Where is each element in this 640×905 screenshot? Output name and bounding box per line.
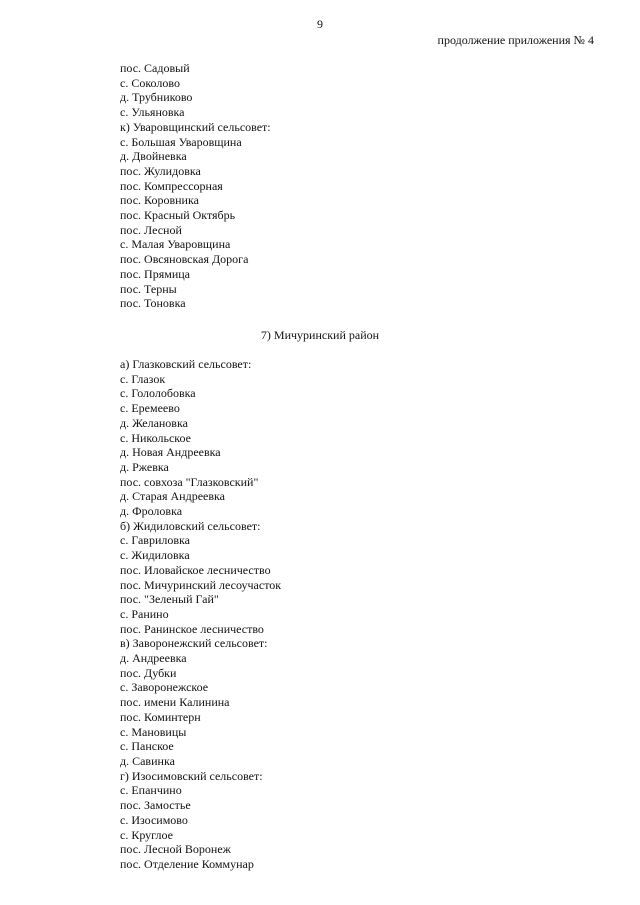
list-item: пос. Коминтерн bbox=[120, 709, 201, 724]
list-item: с. Ульяновка bbox=[120, 105, 185, 120]
settlement-list-bottom bbox=[120, 357, 281, 872]
list-item: пос. Коровника bbox=[120, 193, 199, 208]
list-item: д. Двойневка bbox=[120, 149, 187, 164]
list-item: к) Уваровщинский сельсовет: bbox=[120, 119, 271, 134]
list-item: с. Соколово bbox=[120, 75, 180, 90]
list-item: с. Панское bbox=[120, 739, 174, 754]
list-item: пос. Ранинское лесничество bbox=[120, 621, 264, 636]
list-item: д. Савинка bbox=[120, 753, 175, 768]
section-heading: 7) Мичуринский район bbox=[260, 328, 380, 342]
list-item: с. Никольское bbox=[120, 430, 191, 445]
list-item: с. Изосимово bbox=[120, 812, 188, 827]
list-item: пос. Садовый bbox=[120, 61, 190, 75]
list-item: в) Заворонежский сельсовет: bbox=[120, 636, 268, 651]
list-item: пос. Красный Октябрь bbox=[120, 208, 236, 223]
list-item: пос. Лесной Воронеж bbox=[120, 842, 231, 857]
list-item: д. Новая Андреевка bbox=[120, 445, 221, 460]
list-item: с. Ранино bbox=[120, 606, 169, 621]
list-item: с. Жидиловка bbox=[120, 548, 190, 563]
list-item: д. Фроловка bbox=[120, 504, 183, 519]
list-item: пос. Замостье bbox=[120, 798, 191, 813]
list-item: д. Старая Андреевка bbox=[120, 489, 225, 504]
list-item: пос. Тоновка bbox=[120, 296, 186, 311]
list-item: с. Епанчино bbox=[120, 783, 182, 798]
list-item: пос. Жулидовка bbox=[120, 163, 201, 178]
list-item: пос. совхоза "Глазковский" bbox=[120, 474, 259, 489]
list-item: пос. Овсяновская Дорога bbox=[120, 252, 249, 267]
list-item: пос. Компрессорная bbox=[120, 178, 223, 193]
list-item: пос. Прямица bbox=[120, 266, 190, 281]
settlement-list-top bbox=[120, 61, 271, 311]
list-item: с. Еремеево bbox=[120, 401, 180, 416]
list-item: с. Круглое bbox=[120, 827, 173, 842]
list-item: пос. Дубки bbox=[120, 665, 177, 680]
list-item: с. Заворонежское bbox=[120, 680, 209, 695]
list-item: пос. Лесной bbox=[120, 222, 182, 237]
list-item: с. Мановицы bbox=[120, 724, 187, 739]
list-item: с. Малая Уваровщина bbox=[120, 237, 231, 252]
list-item: с. Большая Уваровщина bbox=[120, 134, 242, 149]
list-item: а) Глазковский сельсовет: bbox=[120, 357, 252, 371]
list-item: г) Изосимовский сельсовет: bbox=[120, 768, 263, 783]
continuation-note: продолжение приложения № 4 bbox=[437, 33, 594, 47]
list-item: с. Гавриловка bbox=[120, 533, 191, 548]
list-item: пос. "Зеленый Гай" bbox=[120, 592, 219, 607]
list-item: д. Андреевка bbox=[120, 651, 187, 666]
list-item: пос. Мичуринский лесоучасток bbox=[120, 577, 282, 592]
list-item: д. Трубниково bbox=[120, 90, 193, 105]
list-item: с. Глазок bbox=[120, 371, 166, 386]
list-item: пос. имени Калинина bbox=[120, 695, 230, 710]
list-item: пос. Терны bbox=[120, 281, 177, 296]
page-number: 9 bbox=[317, 17, 323, 31]
list-item: д. Желановка bbox=[120, 415, 188, 430]
list-item: д. Ржевка bbox=[120, 459, 169, 474]
list-item: пос. Отделение Коммунар bbox=[120, 856, 254, 871]
list-item: пос. Иловайское лесничество bbox=[120, 562, 271, 577]
list-item: с. Гололобовка bbox=[120, 386, 196, 401]
list-item: б) Жидиловский сельсовет: bbox=[120, 518, 261, 533]
